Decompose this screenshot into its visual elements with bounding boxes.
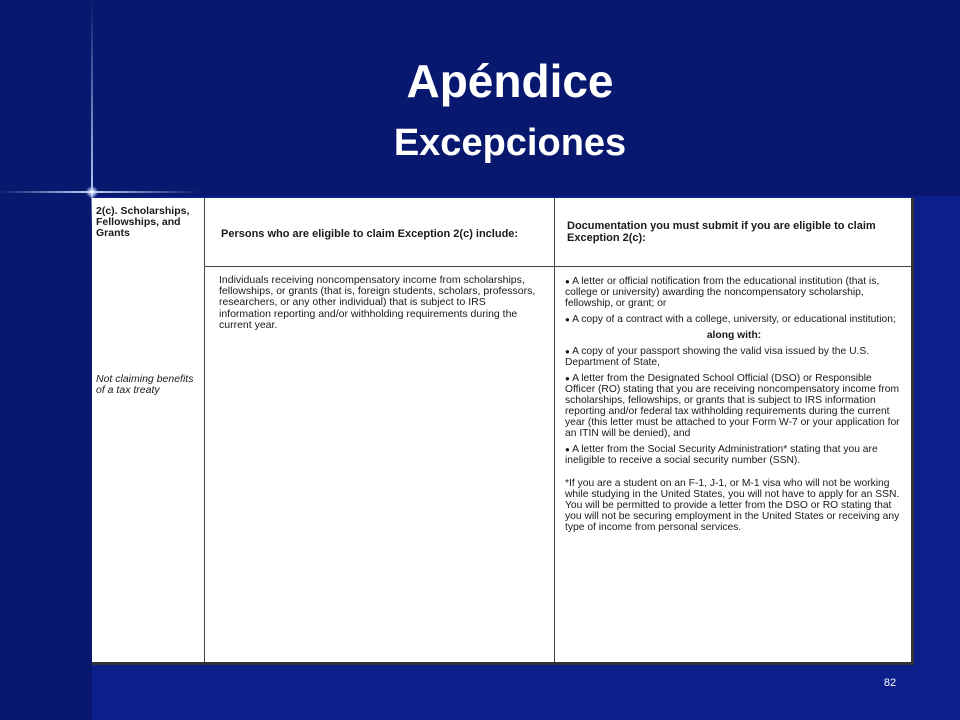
eligible-persons-text: Individuals receiving noncompensatory income from scholarships, fellowships, or grants (that is, foreign students, scholars, professors, researchers, or any other individual) that is subject to IRS information reporting and/or withholding requirements during the current year. (219, 274, 536, 331)
column-eligible-persons (205, 198, 555, 662)
list-item: ● A copy of your passport showing the valid visa issued by the U.S. Department of State, (565, 346, 903, 368)
left-band (0, 196, 92, 720)
slide-title: Apéndice (406, 55, 614, 107)
footnote: *If you are a student on an F-1, J-1, or M-1 visa who will not be working while studying in the United States, you will not have to apply for an SSN. You will be permitted to provide a letter from the DSO or RO stating that you will not be securing employment in the United States or receiving any type of income from personal services. (565, 478, 900, 533)
document-table-image (92, 198, 914, 665)
list-item: ● A letter from the Social Security Administration* stating that you are ineligible to receive a social security number (SSN). (565, 444, 903, 466)
along-with-label: along with: (706, 330, 762, 341)
header-divider (205, 266, 911, 267)
list-item: ● A letter from the Designated School Official (DSO) or Responsible Officer (RO) stating that you are receiving noncompensatory income from scholarships, fellowships, or grants that is subject to IRS information reporting and/or federal tax withholding requirements during the current year (this letter must be attached to your Form W-7 or your application for an ITIN will be denied), and (565, 373, 903, 439)
category-note: Not claiming benefits of a tax treaty (96, 373, 194, 396)
category-header: 2(c). Scholarships, Fellowships, and Grants (96, 205, 190, 239)
column-category (92, 198, 205, 662)
slide-subtitle: Excepciones (393, 122, 627, 164)
list-item: ● A copy of a contract with a college, university, or educational institution; (565, 314, 903, 325)
documentation-list (565, 276, 903, 538)
eligible-persons-header: Persons who are eligible to claim Exception 2(c) include: (221, 228, 519, 240)
column-documentation (555, 198, 908, 662)
sparkle-icon (86, 186, 98, 198)
list-item: ● A letter or official notification from the educational institution (that is, college or university) awarding the noncompensatory scholarship, fellowship, or grant; or (565, 276, 903, 309)
documentation-header: Documentation you must submit if you are eligible to claim Exception 2(c): (567, 220, 876, 244)
slide-number: 82 (883, 677, 897, 689)
sparkle-horizontal-ray (0, 191, 200, 193)
